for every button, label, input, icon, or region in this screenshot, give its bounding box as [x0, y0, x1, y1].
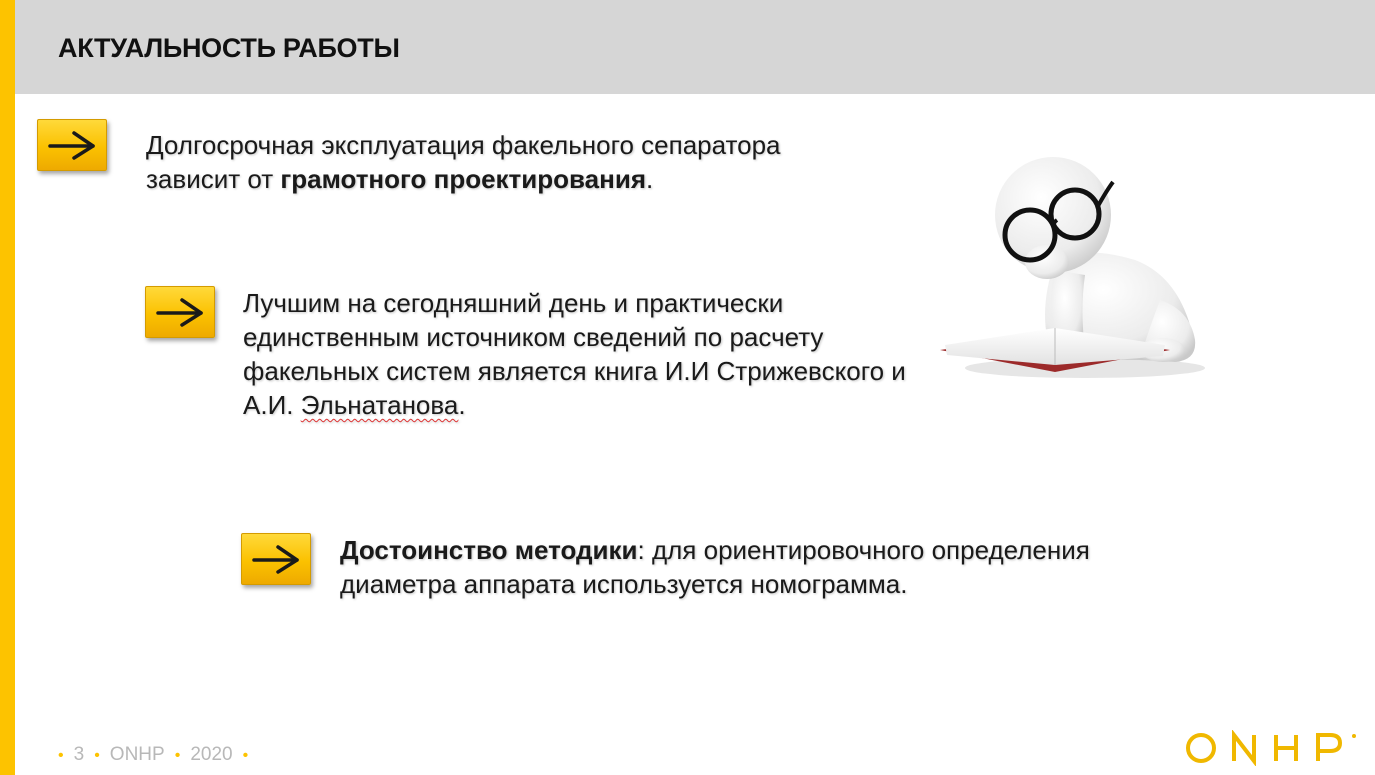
point-3-line-1: Достоинство методики: для ориентировочного определения	[340, 535, 1090, 565]
point-2-text	[243, 286, 906, 422]
bullet-dot: •	[174, 747, 181, 764]
point-2-line-4: А.И. Эльнатанова.	[243, 390, 466, 420]
point-2-line-2: единственным источником сведений по расчету	[243, 322, 824, 352]
point-1-line-1: Долгосрочная эксплуатация факельного сепаратора	[146, 130, 781, 160]
page-number: 3	[73, 744, 85, 765]
point-1-emphasis: грамотного проектирования	[280, 164, 646, 194]
point-3-emphasis: Достоинство методики	[340, 535, 638, 565]
arrow-right-icon	[37, 119, 107, 171]
point-1-text	[146, 128, 781, 196]
point-2-line-1: Лучшим на сегодняшний день и практически	[243, 288, 784, 318]
point-1-line-2: зависит от грамотного проектирования.	[146, 164, 654, 194]
reading-person-illustration	[935, 150, 1220, 390]
point-3-text	[340, 533, 1090, 601]
left-accent-stripe	[0, 0, 15, 775]
spellcheck-word: Эльнатанова	[300, 390, 459, 420]
footer-year: 2020	[190, 744, 233, 765]
bullet-dot: •	[94, 747, 100, 764]
point-3-line-2: диаметра аппарата используется номограмма.	[340, 569, 908, 599]
slide-title: АКТУАЛЬНОСТЬ РАБОТЫ	[58, 33, 400, 63]
footer-company: ONHP	[109, 744, 165, 765]
bullet-dot: •	[58, 747, 64, 764]
slide-footer	[58, 744, 258, 766]
arrow-right-icon	[145, 286, 215, 338]
onhp-logo	[1184, 730, 1359, 771]
bullet-dot: •	[242, 747, 249, 764]
point-2-line-3: факельных систем является книга И.И Стрижевского и	[243, 356, 906, 386]
arrow-right-icon	[241, 533, 311, 585]
